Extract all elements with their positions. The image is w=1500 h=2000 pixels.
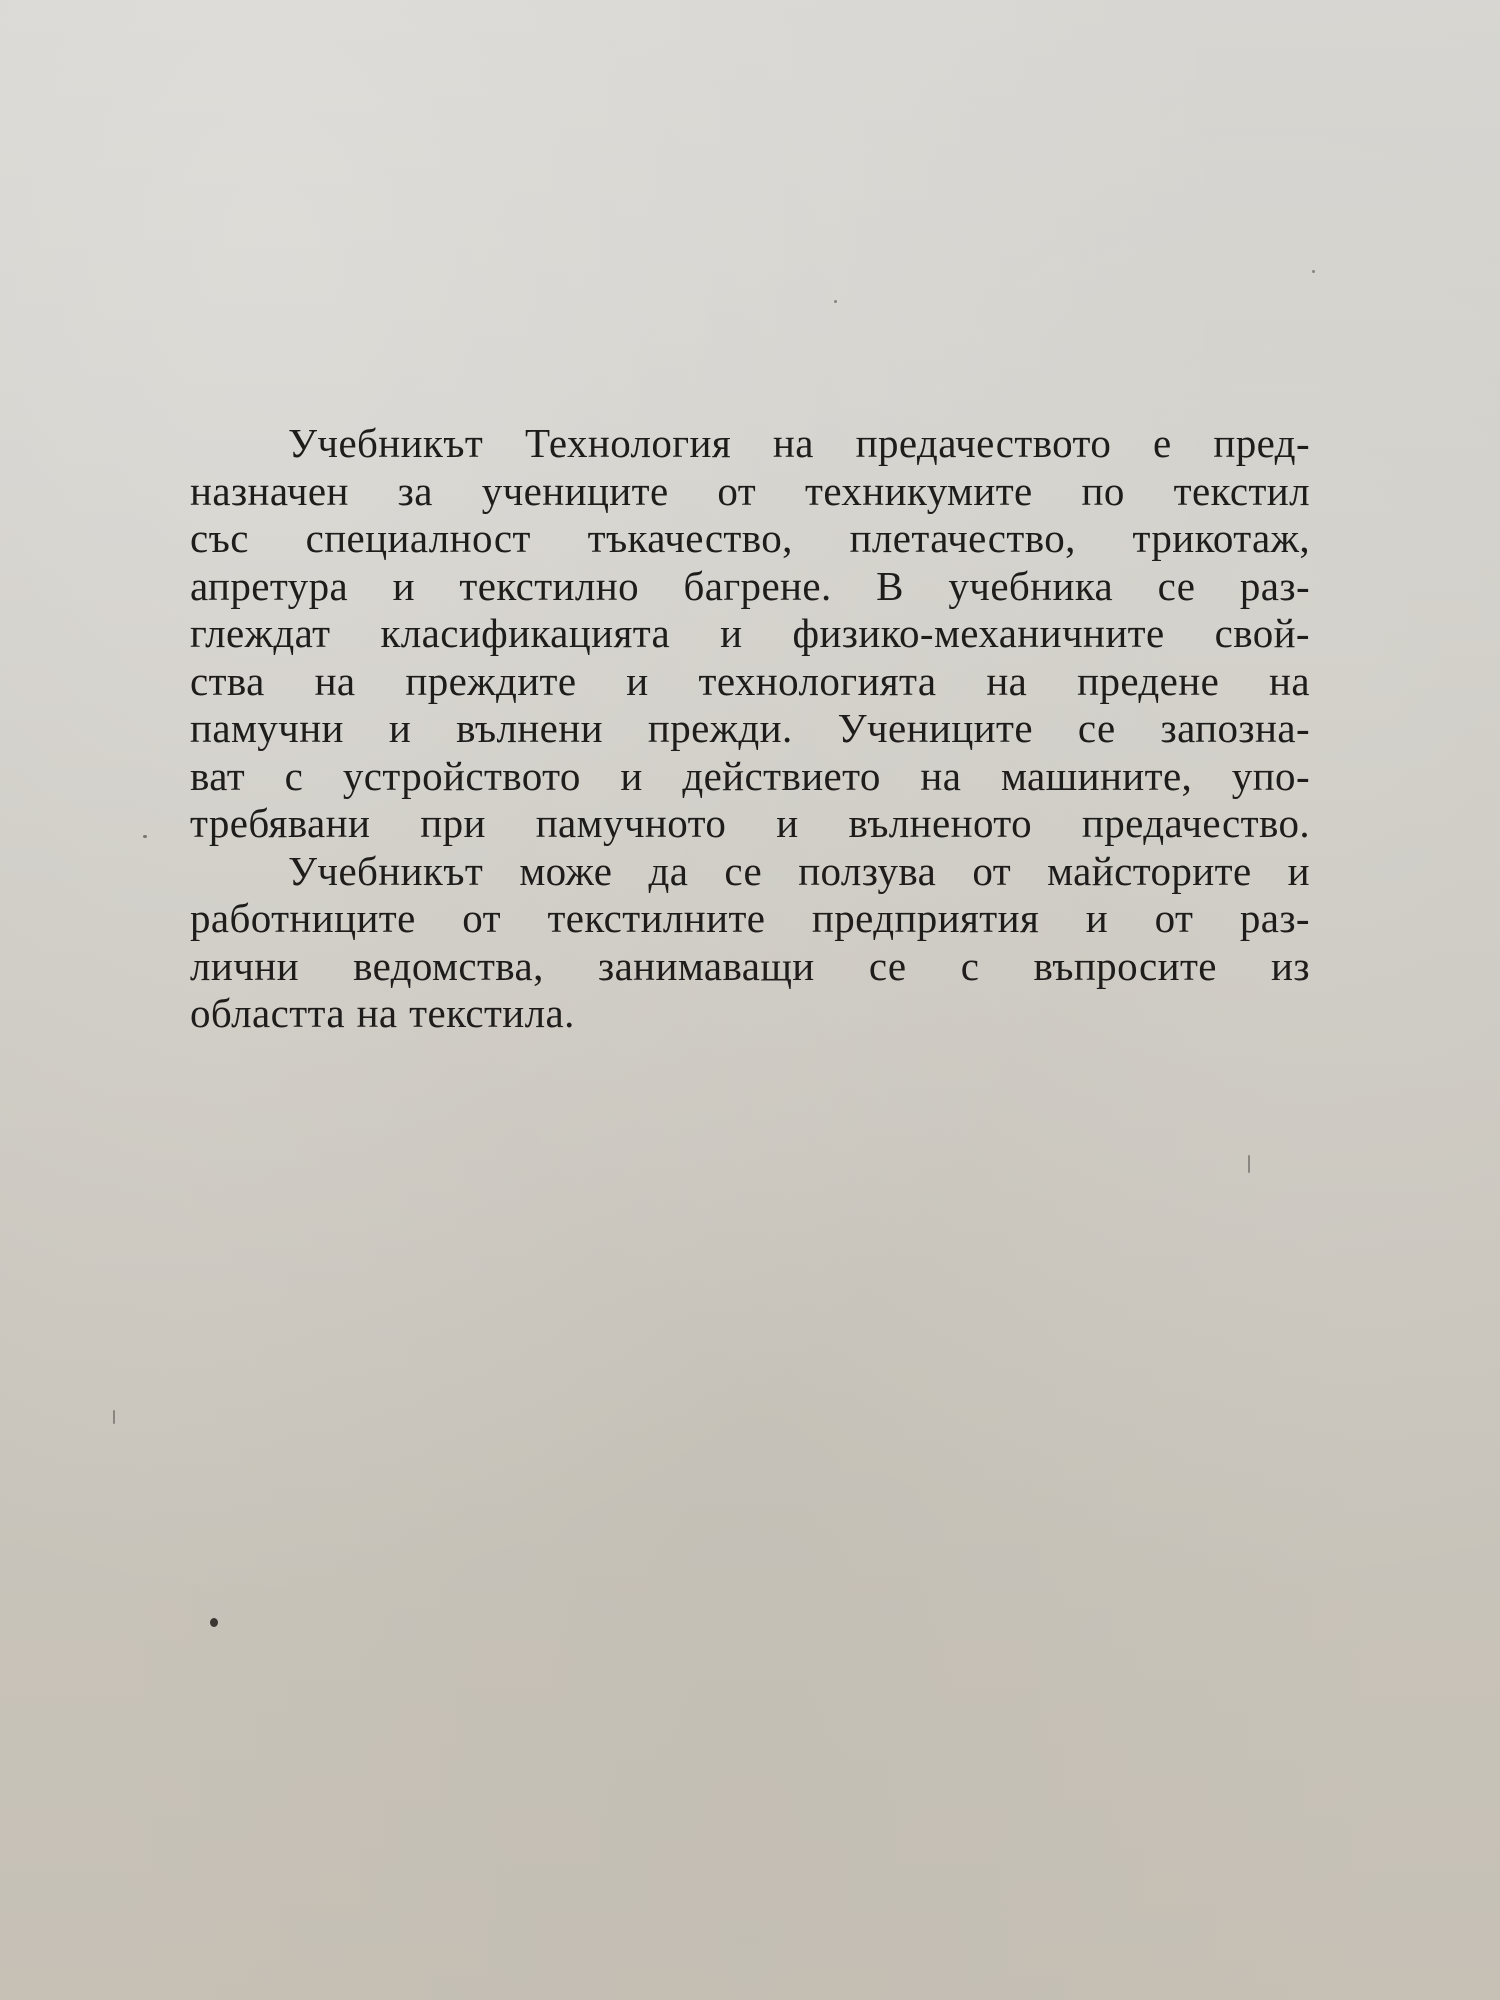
paragraph-1-line-6: ства на преждите и технологията на предене на <box>190 657 1310 704</box>
paragraph-1-line-9: требявани при памучното и вълненото предачество. <box>190 800 1310 846</box>
paper-speck <box>834 300 837 303</box>
paragraph-2-line-4: областта на текстила. <box>190 990 575 1036</box>
annotation-text <box>190 420 1310 1038</box>
paper-speck <box>210 1618 218 1627</box>
paper-speck <box>1248 1155 1250 1173</box>
paragraph-1-line-1: Учебникът Технология на предачеството е пред- <box>288 420 1310 466</box>
paper-speck <box>143 835 147 838</box>
paragraph-2-line-2: работниците от текстилните предприятия и от раз- <box>190 895 1310 941</box>
paragraph-1-line-7: памучни и вълнени прежди. Учениците се запозна- <box>190 705 1310 751</box>
paragraph-1-line-8: ват с устройството и действието на машините, упо- <box>190 752 1310 799</box>
paragraph-2-line-1: Учебникът може да се ползува от майсторите и <box>288 847 1310 894</box>
paper-speck <box>113 1410 115 1424</box>
paragraph-1-line-2: назначен за учениците от техникумите по текстил <box>190 467 1310 514</box>
paragraph-2-line-3: лични ведомства, занимаващи се с въпросите из <box>190 942 1310 989</box>
paper-speck <box>1312 270 1315 273</box>
paragraph-1-line-4: апретура и текстилно багрене. В учебника се раз- <box>190 562 1310 609</box>
paragraph-1-line-3: със специалност тъкачество, плетачество, трикотаж, <box>190 515 1310 561</box>
paragraph-1-line-5: глеждат класификацията и физико-механичните свой- <box>190 610 1310 656</box>
